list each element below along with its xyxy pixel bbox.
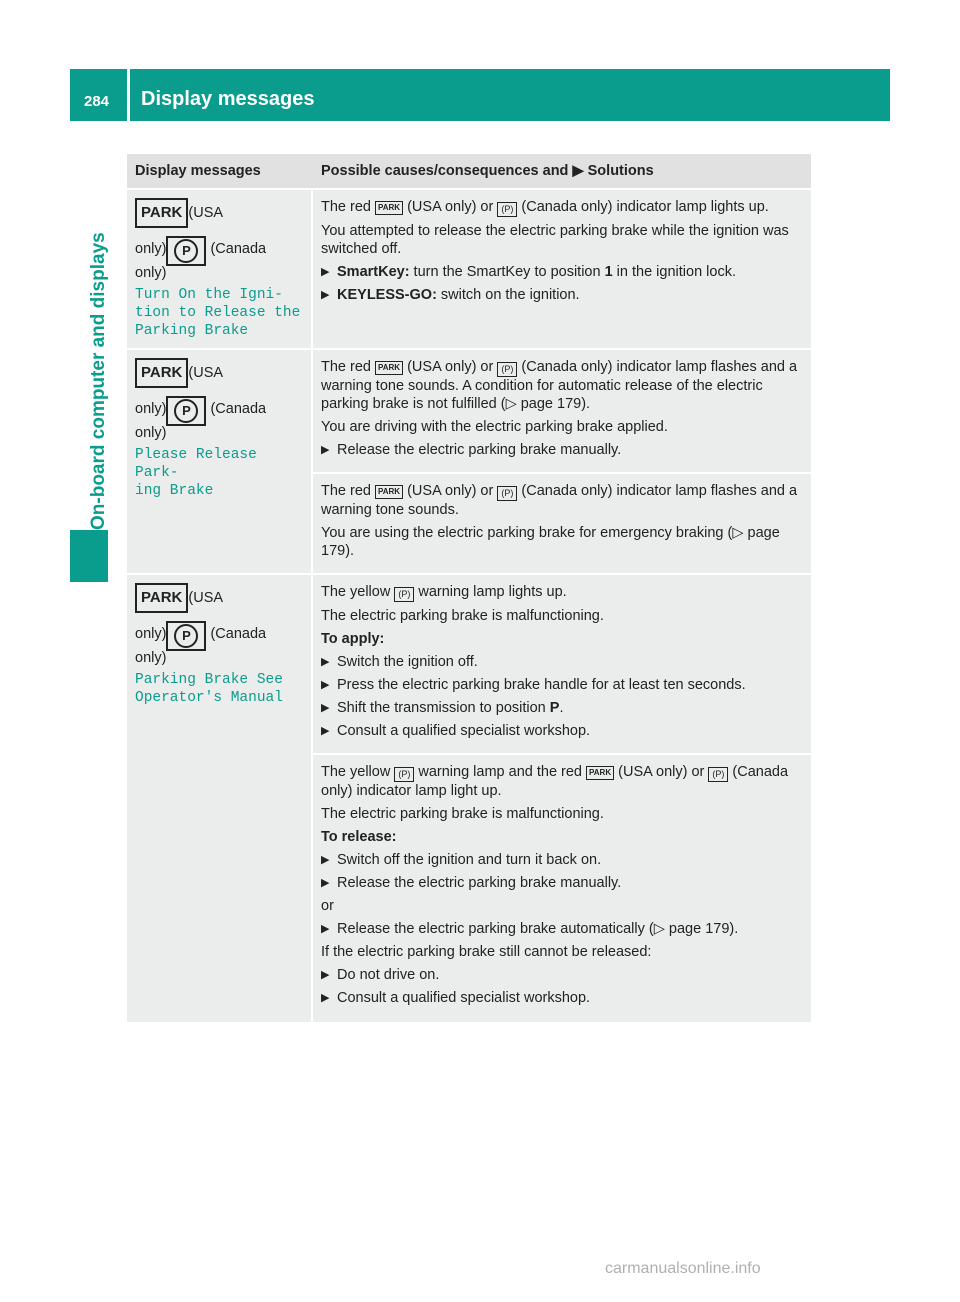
cause-heading: To apply: — [321, 631, 385, 647]
solution-step: ▶ SmartKey: turn the SmartKey to position 1 in the ignition lock. — [321, 263, 803, 281]
table-row — [127, 348, 811, 472]
table-row — [127, 188, 811, 348]
solution-step: ▶ Consult a qualified specialist workshop. — [321, 989, 803, 1007]
cause-cell — [313, 573, 811, 753]
header-divider — [127, 69, 130, 121]
section-title: Display messages — [141, 88, 315, 110]
cause-text: The red PARK (USA only) or (P) (Canada only) indicator lamp flashes and a warning tone sounds. A condition for automatic release of the electric parking brake is not fulfilled (▷ page 179). — [321, 359, 798, 412]
display-message-text: Turn On the Igni‐ tion to Release the Parking Brake — [135, 287, 301, 339]
park-small-icon: PARK — [586, 766, 614, 780]
parking-brake-small-icon: (P) — [394, 587, 414, 602]
cause-cell — [313, 472, 811, 573]
parking-brake-small-icon: (P) — [497, 362, 517, 377]
col-header-display-messages: Display messages — [127, 154, 313, 188]
solution-step: ▶ Do not drive on. — [321, 966, 803, 984]
cause-text: You are driving with the electric parking brake applied. — [321, 419, 668, 435]
solution-step: ▶ Release the electric parking brake manually. — [321, 874, 803, 892]
solution-step: ▶ Consult a qualified specialist workshop. — [321, 722, 803, 740]
display-cell: PARK (USA only) P (Canada only) Turn On the Igni‐ tion to Release the Parking Brake — [127, 188, 313, 348]
cause-text: The electric parking brake is malfunctioning. — [321, 608, 604, 624]
parking-brake-small-icon: (P) — [497, 486, 517, 501]
park-small-icon: PARK — [375, 361, 403, 375]
solution-step: ▶ Press the electric parking brake handle for at least ten seconds. — [321, 676, 803, 694]
display-message-text: Please Release Park‐ ing Brake — [135, 447, 257, 499]
cause-cell — [313, 188, 811, 348]
or-text: or — [321, 898, 334, 914]
cause-text: The yellow (P) warning lamp lights up. — [321, 584, 567, 600]
parking-brake-icon: P — [166, 621, 206, 651]
parking-brake-small-icon: (P) — [394, 767, 414, 782]
solution-step: ▶ Release the electric parking brake manually. — [321, 441, 803, 459]
cause-cell — [313, 348, 811, 472]
display-message-text: Parking Brake See Operator's Manual — [135, 672, 283, 706]
solution-arrow-icon: ▶ — [572, 163, 584, 179]
display-cell: PARK (USA only) P (Canada only) Please Release Park‐ ing Brake — [127, 348, 313, 573]
cause-text: You are using the electric parking brake for emergency braking (▷ page 179). — [321, 525, 780, 559]
solution-step: ▶ Release the electric parking brake automatically (▷ page 179). — [321, 920, 803, 938]
display-cell: PARK (USA only) P (Canada only) Parking Brake See Operator's Manual — [127, 573, 313, 1022]
cause-text: If the electric parking brake still cannot be released: — [321, 944, 652, 960]
cause-text: The yellow (P) warning lamp and the red PARK (USA only) or (P) (Canada only) indicator lamp light up. — [321, 764, 789, 799]
parking-brake-small-icon: (P) — [708, 767, 728, 782]
solution-step: ▶ Shift the transmission to position P. — [321, 699, 803, 717]
solution-step: ▶ Switch off the ignition and turn it back on. — [321, 851, 803, 869]
page-number: 284 — [84, 93, 110, 110]
cause-text: You attempted to release the electric parking brake while the ignition was switched off. — [321, 223, 789, 257]
park-small-icon: PARK — [375, 485, 403, 499]
cause-text: The red PARK (USA only) or (P) (Canada only) indicator lamp flashes and a warning tone sounds. — [321, 483, 798, 518]
parking-brake-small-icon: (P) — [497, 202, 517, 217]
park-small-icon: PARK — [375, 201, 403, 215]
park-icon: PARK — [135, 583, 188, 613]
watermark: carmanualsonline.info — [605, 1260, 761, 1277]
col-header-causes: Possible causes/consequences and ▶ Solutions — [313, 154, 811, 188]
parking-brake-icon: P — [166, 396, 206, 426]
park-icon: PARK — [135, 358, 188, 388]
cause-text: The red PARK (USA only) or (P) (Canada only) indicator lamp lights up. — [321, 199, 769, 215]
sidebar-block — [70, 530, 108, 582]
display-messages-table — [127, 154, 811, 1022]
table-row — [127, 573, 811, 753]
solution-step: ▶ Switch the ignition off. — [321, 653, 803, 671]
cause-heading: To release: — [321, 829, 397, 845]
cause-cell — [313, 753, 811, 1022]
solution-step: ▶ KEYLESS-GO: switch on the ignition. — [321, 286, 803, 304]
cause-text: The electric parking brake is malfunctioning. — [321, 806, 604, 822]
parking-brake-icon: P — [166, 236, 206, 266]
park-icon: PARK — [135, 198, 188, 228]
